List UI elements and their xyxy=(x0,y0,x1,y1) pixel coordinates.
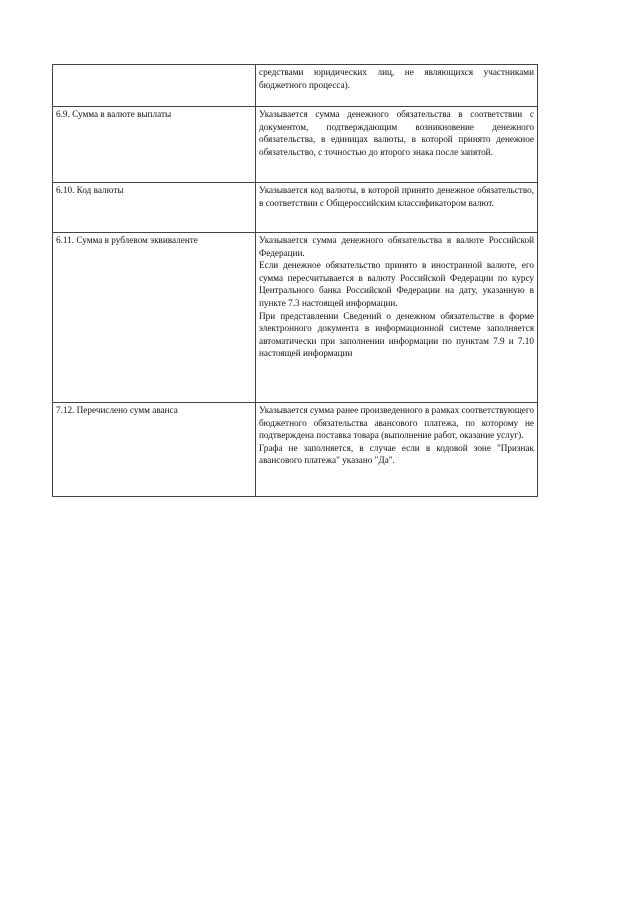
description-cell xyxy=(256,233,538,403)
table-row xyxy=(53,65,538,107)
table-row xyxy=(53,233,538,403)
field-cell: 6.11. Сумма в рублевом эквиваленте xyxy=(53,233,256,403)
table-row xyxy=(53,183,538,233)
description-cell xyxy=(256,183,538,233)
description-paragraph: Указывается сумма денежного обязательства в валюте Российской Федерации. xyxy=(259,235,534,258)
description-paragraph: Указывается сумма ранее произведенного в рамках соответствующего бюджетного обязательства авансового платежа, по которому не подтверждена поставка товара (выполнение работ, оказание услуг). xyxy=(259,405,534,441)
description-paragraph: Указывается сумма денежного обязательства в соответствии с документом, подтверждающим возникновение денежного обязательства, в единицах валюты, в которой принято денежное обязательство, с точностью до второго знака после запятой. xyxy=(259,109,534,157)
field-cell: 6.10. Код валюты xyxy=(53,183,256,233)
description-paragraph: средствами юридических лиц, не являющихся участниками бюджетного процесса). xyxy=(259,67,534,90)
field-cell: 6.9. Сумма в валюте выплаты xyxy=(53,107,256,183)
field-cell xyxy=(53,65,256,107)
field-cell: 7.12. Перечислено сумм аванса xyxy=(53,403,256,497)
description-cell xyxy=(256,65,538,107)
table-row xyxy=(53,107,538,183)
table-row xyxy=(53,403,538,497)
instructions-table xyxy=(52,64,538,497)
description-paragraph: Если денежное обязательство принято в иностранной валюте, его сумма пересчитывается в валюту Российской Федерации по курсу Центрального банка Российской Федерации на дату, указанную в пункте 7.3 настоящей информации. xyxy=(259,260,534,308)
description-paragraph: Указывается код валюты, в которой принято денежное обязательство, в соответствии с Общероссийским классификатором валют. xyxy=(259,185,534,208)
description-paragraph: Графа не заполняется, в случае если в кодовой зоне "Признак авансового платежа" указано "Да". xyxy=(259,442,534,466)
description-cell xyxy=(256,107,538,183)
description-paragraph: При представлении Сведений о денежном обязательстве в форме электронного документа в информационной системе заполняется автоматически при заполнении информации по пунктам 7.9 и 7.10 настоящей информации xyxy=(259,310,534,359)
description-cell xyxy=(256,403,538,497)
